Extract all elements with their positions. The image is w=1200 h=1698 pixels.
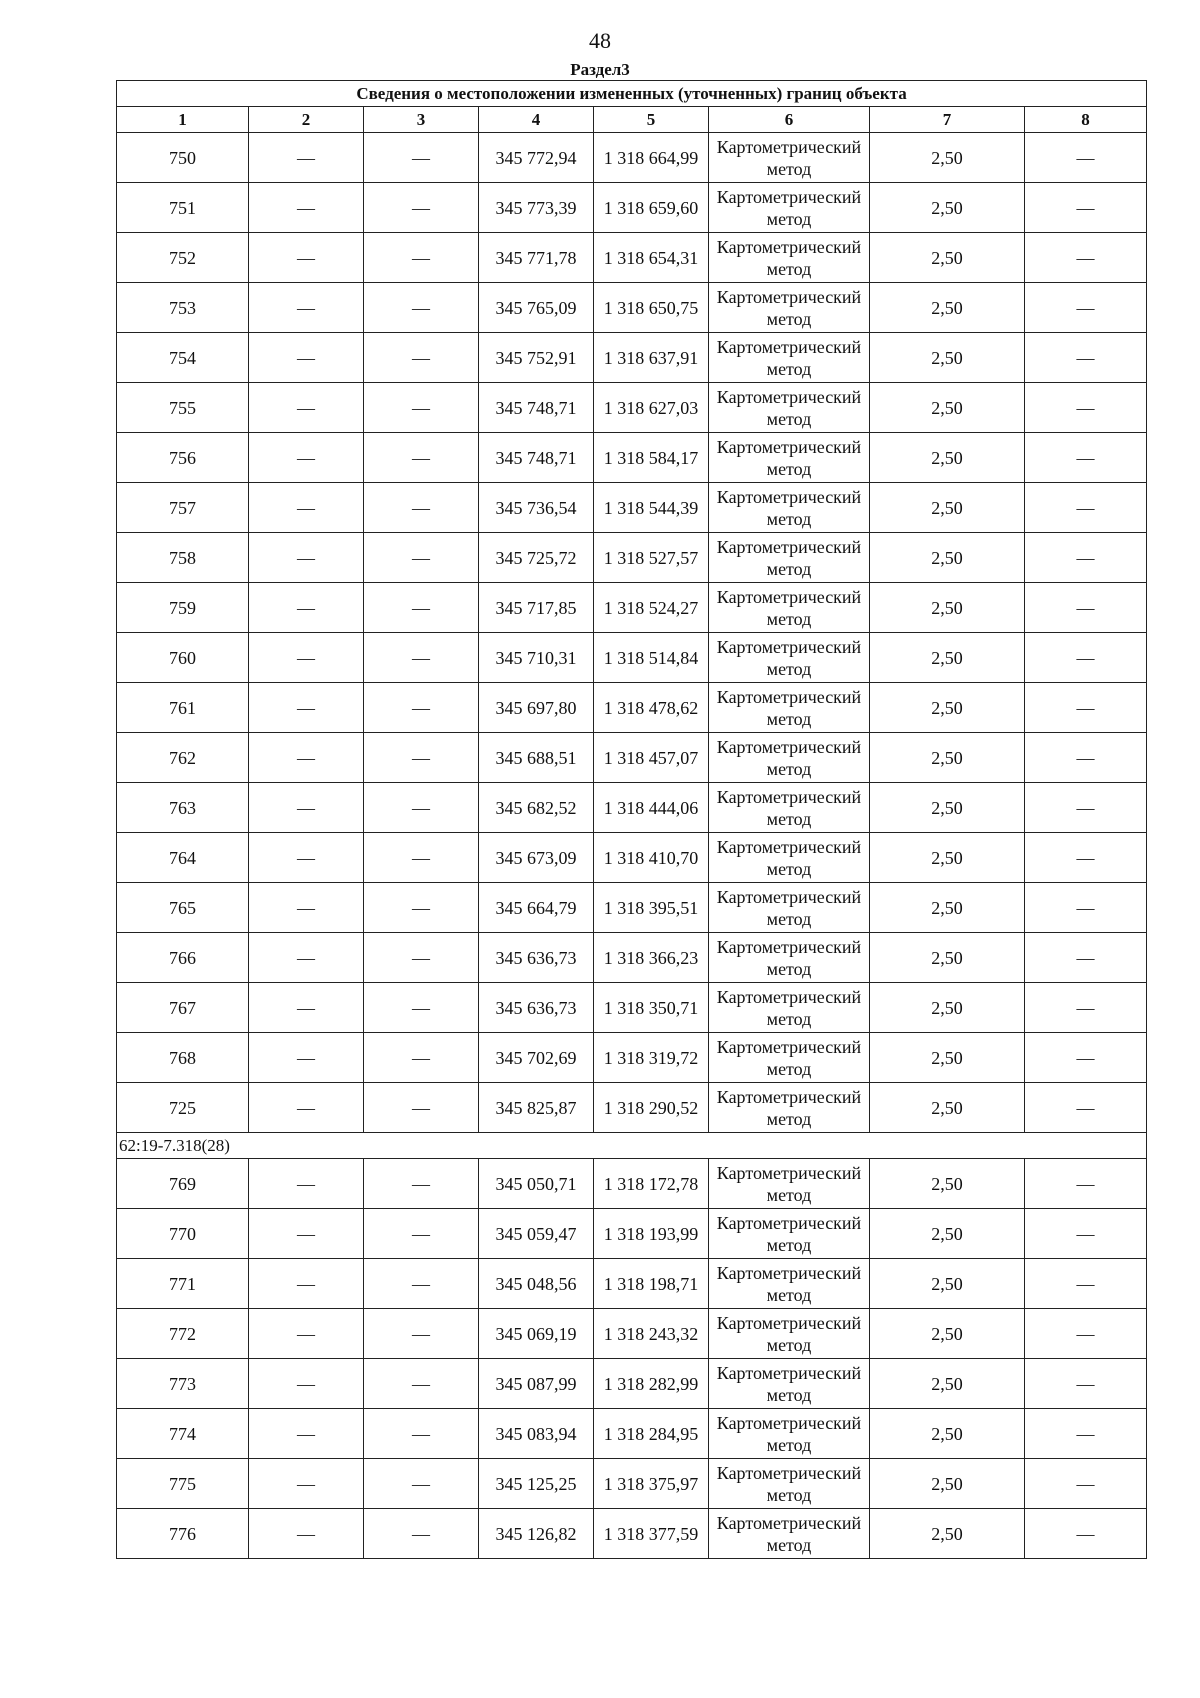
column-2-cell: —: [249, 283, 364, 333]
column-3-cell: —: [364, 1033, 479, 1083]
column-header: 3: [364, 107, 479, 133]
point-number-cell: 753: [117, 283, 249, 333]
column-2-cell: —: [249, 1159, 364, 1209]
column-2-cell: —: [249, 183, 364, 233]
table-caption: Сведения о местоположении измененных (уточненных) границ объекта: [117, 81, 1147, 107]
column-3-cell: —: [364, 883, 479, 933]
column-header: 1: [117, 107, 249, 133]
accuracy-cell: 2,50: [870, 1259, 1025, 1309]
table-row: [117, 333, 1147, 383]
column-3-cell: —: [364, 783, 479, 833]
table-row: [117, 233, 1147, 283]
x-coordinate-cell: 345 682,52: [479, 783, 594, 833]
table-row: [117, 583, 1147, 633]
table-row: [117, 1459, 1147, 1509]
x-coordinate-cell: 345 048,56: [479, 1259, 594, 1309]
accuracy-cell: 2,50: [870, 983, 1025, 1033]
point-number-cell: 770: [117, 1209, 249, 1259]
column-2-cell: —: [249, 633, 364, 683]
y-coordinate-cell: 1 318 478,62: [594, 683, 709, 733]
accuracy-cell: 2,50: [870, 683, 1025, 733]
x-coordinate-cell: 345 736,54: [479, 483, 594, 533]
point-number-cell: 762: [117, 733, 249, 783]
accuracy-cell: 2,50: [870, 1309, 1025, 1359]
y-coordinate-cell: 1 318 584,17: [594, 433, 709, 483]
x-coordinate-cell: 345 825,87: [479, 1083, 594, 1133]
method-cell: Картометрический метод: [709, 883, 870, 933]
x-coordinate-cell: 345 664,79: [479, 883, 594, 933]
x-coordinate-cell: 345 710,31: [479, 633, 594, 683]
column-8-cell: —: [1025, 1409, 1147, 1459]
table-row: [117, 1509, 1147, 1559]
column-8-cell: —: [1025, 983, 1147, 1033]
accuracy-cell: 2,50: [870, 1359, 1025, 1409]
accuracy-cell: 2,50: [870, 833, 1025, 883]
column-3-cell: —: [364, 1209, 479, 1259]
accuracy-cell: 2,50: [870, 283, 1025, 333]
group-row: [117, 1133, 1147, 1159]
method-cell: Картометрический метод: [709, 433, 870, 483]
method-cell: Картометрический метод: [709, 983, 870, 1033]
table-row: [117, 983, 1147, 1033]
y-coordinate-cell: 1 318 290,52: [594, 1083, 709, 1133]
method-cell: Картометрический метод: [709, 333, 870, 383]
point-number-cell: 775: [117, 1459, 249, 1509]
column-2-cell: —: [249, 833, 364, 883]
column-2-cell: —: [249, 1309, 364, 1359]
method-cell: Картометрический метод: [709, 1359, 870, 1409]
method-cell: Картометрический метод: [709, 483, 870, 533]
method-cell: Картометрический метод: [709, 933, 870, 983]
column-header: 6: [709, 107, 870, 133]
y-coordinate-cell: 1 318 198,71: [594, 1259, 709, 1309]
table-row: [117, 933, 1147, 983]
table-row: [117, 1359, 1147, 1409]
table-row: [117, 283, 1147, 333]
y-coordinate-cell: 1 318 243,32: [594, 1309, 709, 1359]
column-2-cell: —: [249, 733, 364, 783]
column-8-cell: —: [1025, 1033, 1147, 1083]
column-2-cell: —: [249, 1209, 364, 1259]
table-row: [117, 833, 1147, 883]
x-coordinate-cell: 345 748,71: [479, 433, 594, 483]
method-cell: Картометрический метод: [709, 583, 870, 633]
point-number-cell: 773: [117, 1359, 249, 1409]
y-coordinate-cell: 1 318 284,95: [594, 1409, 709, 1459]
column-3-cell: —: [364, 583, 479, 633]
section-title: Раздел3: [570, 60, 630, 79]
column-2-cell: —: [249, 233, 364, 283]
method-cell: Картометрический метод: [709, 683, 870, 733]
method-cell: Картометрический метод: [709, 233, 870, 283]
accuracy-cell: 2,50: [870, 633, 1025, 683]
column-header-row: [117, 107, 1147, 133]
x-coordinate-cell: 345 125,25: [479, 1459, 594, 1509]
column-8-cell: —: [1025, 783, 1147, 833]
accuracy-cell: 2,50: [870, 183, 1025, 233]
boundary-coordinates-table: [116, 80, 1147, 1559]
method-cell: Картометрический метод: [709, 1459, 870, 1509]
y-coordinate-cell: 1 318 654,31: [594, 233, 709, 283]
table-row: [117, 483, 1147, 533]
column-3-cell: —: [364, 133, 479, 183]
column-header: 4: [479, 107, 594, 133]
table-row: [117, 883, 1147, 933]
y-coordinate-cell: 1 318 172,78: [594, 1159, 709, 1209]
table-row: [117, 733, 1147, 783]
point-number-cell: 765: [117, 883, 249, 933]
point-number-cell: 725: [117, 1083, 249, 1133]
accuracy-cell: 2,50: [870, 133, 1025, 183]
column-2-cell: —: [249, 933, 364, 983]
column-3-cell: —: [364, 433, 479, 483]
y-coordinate-cell: 1 318 377,59: [594, 1509, 709, 1559]
method-cell: Картометрический метод: [709, 1033, 870, 1083]
column-8-cell: —: [1025, 1083, 1147, 1133]
column-3-cell: —: [364, 1409, 479, 1459]
column-8-cell: —: [1025, 683, 1147, 733]
x-coordinate-cell: 345 772,94: [479, 133, 594, 183]
column-3-cell: —: [364, 1309, 479, 1359]
table-row: [117, 133, 1147, 183]
column-3-cell: —: [364, 1509, 479, 1559]
table-row: [117, 533, 1147, 583]
column-3-cell: —: [364, 1259, 479, 1309]
accuracy-cell: 2,50: [870, 433, 1025, 483]
column-header: 8: [1025, 107, 1147, 133]
accuracy-cell: 2,50: [870, 1509, 1025, 1559]
x-coordinate-cell: 345 636,73: [479, 983, 594, 1033]
method-cell: Картометрический метод: [709, 1409, 870, 1459]
cadastral-group-label: 62:19-7.318(28): [117, 1133, 1147, 1159]
accuracy-cell: 2,50: [870, 383, 1025, 433]
method-cell: Картометрический метод: [709, 1159, 870, 1209]
y-coordinate-cell: 1 318 664,99: [594, 133, 709, 183]
y-coordinate-cell: 1 318 193,99: [594, 1209, 709, 1259]
point-number-cell: 766: [117, 933, 249, 983]
table-row: [117, 1309, 1147, 1359]
column-8-cell: —: [1025, 433, 1147, 483]
table-row: [117, 1033, 1147, 1083]
y-coordinate-cell: 1 318 650,75: [594, 283, 709, 333]
column-2-cell: —: [249, 883, 364, 933]
point-number-cell: 754: [117, 333, 249, 383]
column-8-cell: —: [1025, 383, 1147, 433]
accuracy-cell: 2,50: [870, 1083, 1025, 1133]
x-coordinate-cell: 345 126,82: [479, 1509, 594, 1559]
x-coordinate-cell: 345 083,94: [479, 1409, 594, 1459]
x-coordinate-cell: 345 636,73: [479, 933, 594, 983]
accuracy-cell: 2,50: [870, 533, 1025, 583]
point-number-cell: 763: [117, 783, 249, 833]
point-number-cell: 774: [117, 1409, 249, 1459]
point-number-cell: 757: [117, 483, 249, 533]
column-2-cell: —: [249, 1033, 364, 1083]
x-coordinate-cell: 345 748,71: [479, 383, 594, 433]
column-2-cell: —: [249, 533, 364, 583]
point-number-cell: 768: [117, 1033, 249, 1083]
column-2-cell: —: [249, 383, 364, 433]
accuracy-cell: 2,50: [870, 233, 1025, 283]
y-coordinate-cell: 1 318 375,97: [594, 1459, 709, 1509]
table-row: [117, 433, 1147, 483]
column-3-cell: —: [364, 683, 479, 733]
column-8-cell: —: [1025, 483, 1147, 533]
method-cell: Картометрический метод: [709, 833, 870, 883]
y-coordinate-cell: 1 318 366,23: [594, 933, 709, 983]
x-coordinate-cell: 345 702,69: [479, 1033, 594, 1083]
column-2-cell: —: [249, 1359, 364, 1409]
point-number-cell: 767: [117, 983, 249, 1033]
point-number-cell: 761: [117, 683, 249, 733]
point-number-cell: 755: [117, 383, 249, 433]
x-coordinate-cell: 345 059,47: [479, 1209, 594, 1259]
accuracy-cell: 2,50: [870, 783, 1025, 833]
column-8-cell: —: [1025, 633, 1147, 683]
point-number-cell: 750: [117, 133, 249, 183]
column-3-cell: —: [364, 533, 479, 583]
column-3-cell: —: [364, 333, 479, 383]
column-2-cell: —: [249, 483, 364, 533]
column-header: 5: [594, 107, 709, 133]
point-number-cell: 769: [117, 1159, 249, 1209]
column-8-cell: —: [1025, 1509, 1147, 1559]
x-coordinate-cell: 345 773,39: [479, 183, 594, 233]
y-coordinate-cell: 1 318 514,84: [594, 633, 709, 683]
column-3-cell: —: [364, 1159, 479, 1209]
column-3-cell: —: [364, 283, 479, 333]
accuracy-cell: 2,50: [870, 1409, 1025, 1459]
column-3-cell: —: [364, 933, 479, 983]
column-header: 7: [870, 107, 1025, 133]
y-coordinate-cell: 1 318 637,91: [594, 333, 709, 383]
column-8-cell: —: [1025, 133, 1147, 183]
table-row: [117, 633, 1147, 683]
point-number-cell: 772: [117, 1309, 249, 1359]
x-coordinate-cell: 345 771,78: [479, 233, 594, 283]
column-header: 2: [249, 107, 364, 133]
column-8-cell: —: [1025, 283, 1147, 333]
column-2-cell: —: [249, 1259, 364, 1309]
column-8-cell: —: [1025, 583, 1147, 633]
column-3-cell: —: [364, 383, 479, 433]
column-3-cell: —: [364, 1083, 479, 1133]
x-coordinate-cell: 345 697,80: [479, 683, 594, 733]
column-2-cell: —: [249, 983, 364, 1033]
x-coordinate-cell: 345 752,91: [479, 333, 594, 383]
y-coordinate-cell: 1 318 410,70: [594, 833, 709, 883]
method-cell: Картометрический метод: [709, 783, 870, 833]
column-8-cell: —: [1025, 1259, 1147, 1309]
column-8-cell: —: [1025, 1359, 1147, 1409]
table-row: [117, 1209, 1147, 1259]
method-cell: Картометрический метод: [709, 133, 870, 183]
table-row: [117, 683, 1147, 733]
method-cell: Картометрический метод: [709, 733, 870, 783]
column-2-cell: —: [249, 333, 364, 383]
x-coordinate-cell: 345 717,85: [479, 583, 594, 633]
point-number-cell: 758: [117, 533, 249, 583]
column-8-cell: —: [1025, 883, 1147, 933]
column-8-cell: —: [1025, 733, 1147, 783]
column-3-cell: —: [364, 633, 479, 683]
column-3-cell: —: [364, 833, 479, 883]
page-number: 48: [589, 28, 611, 53]
x-coordinate-cell: 345 673,09: [479, 833, 594, 883]
column-3-cell: —: [364, 733, 479, 783]
accuracy-cell: 2,50: [870, 1033, 1025, 1083]
y-coordinate-cell: 1 318 444,06: [594, 783, 709, 833]
column-2-cell: —: [249, 1409, 364, 1459]
method-cell: Картометрический метод: [709, 283, 870, 333]
table-row: [117, 1083, 1147, 1133]
column-8-cell: —: [1025, 1159, 1147, 1209]
y-coordinate-cell: 1 318 282,99: [594, 1359, 709, 1409]
point-number-cell: 752: [117, 233, 249, 283]
method-cell: Картометрический метод: [709, 183, 870, 233]
x-coordinate-cell: 345 688,51: [479, 733, 594, 783]
accuracy-cell: 2,50: [870, 483, 1025, 533]
accuracy-cell: 2,50: [870, 1209, 1025, 1259]
point-number-cell: 751: [117, 183, 249, 233]
method-cell: Картометрический метод: [709, 1309, 870, 1359]
column-2-cell: —: [249, 683, 364, 733]
column-8-cell: —: [1025, 233, 1147, 283]
accuracy-cell: 2,50: [870, 733, 1025, 783]
column-8-cell: —: [1025, 833, 1147, 883]
column-2-cell: —: [249, 583, 364, 633]
method-cell: Картометрический метод: [709, 533, 870, 583]
method-cell: Картометрический метод: [709, 1509, 870, 1559]
x-coordinate-cell: 345 087,99: [479, 1359, 594, 1409]
y-coordinate-cell: 1 318 457,07: [594, 733, 709, 783]
y-coordinate-cell: 1 318 627,03: [594, 383, 709, 433]
accuracy-cell: 2,50: [870, 333, 1025, 383]
point-number-cell: 776: [117, 1509, 249, 1559]
column-8-cell: —: [1025, 333, 1147, 383]
column-2-cell: —: [249, 1083, 364, 1133]
column-8-cell: —: [1025, 1459, 1147, 1509]
x-coordinate-cell: 345 725,72: [479, 533, 594, 583]
x-coordinate-cell: 345 765,09: [479, 283, 594, 333]
table-caption-row: [117, 81, 1147, 107]
y-coordinate-cell: 1 318 524,27: [594, 583, 709, 633]
table-row: [117, 1259, 1147, 1309]
method-cell: Картометрический метод: [709, 1209, 870, 1259]
column-8-cell: —: [1025, 1209, 1147, 1259]
table-row: [117, 183, 1147, 233]
method-cell: Картометрический метод: [709, 383, 870, 433]
column-8-cell: —: [1025, 1309, 1147, 1359]
y-coordinate-cell: 1 318 350,71: [594, 983, 709, 1033]
accuracy-cell: 2,50: [870, 933, 1025, 983]
column-3-cell: —: [364, 1459, 479, 1509]
column-3-cell: —: [364, 1359, 479, 1409]
method-cell: Картометрический метод: [709, 1259, 870, 1309]
point-number-cell: 759: [117, 583, 249, 633]
column-3-cell: —: [364, 233, 479, 283]
table-row: [117, 383, 1147, 433]
y-coordinate-cell: 1 318 659,60: [594, 183, 709, 233]
table-row: [117, 1159, 1147, 1209]
point-number-cell: 760: [117, 633, 249, 683]
column-2-cell: —: [249, 433, 364, 483]
column-8-cell: —: [1025, 533, 1147, 583]
column-2-cell: —: [249, 1509, 364, 1559]
point-number-cell: 771: [117, 1259, 249, 1309]
table-row: [117, 783, 1147, 833]
column-3-cell: —: [364, 983, 479, 1033]
y-coordinate-cell: 1 318 319,72: [594, 1033, 709, 1083]
accuracy-cell: 2,50: [870, 583, 1025, 633]
accuracy-cell: 2,50: [870, 1459, 1025, 1509]
column-3-cell: —: [364, 183, 479, 233]
point-number-cell: 764: [117, 833, 249, 883]
column-2-cell: —: [249, 1459, 364, 1509]
method-cell: Картометрический метод: [709, 1083, 870, 1133]
column-8-cell: —: [1025, 933, 1147, 983]
y-coordinate-cell: 1 318 527,57: [594, 533, 709, 583]
column-2-cell: —: [249, 783, 364, 833]
method-cell: Картометрический метод: [709, 633, 870, 683]
y-coordinate-cell: 1 318 395,51: [594, 883, 709, 933]
table-row: [117, 1409, 1147, 1459]
column-3-cell: —: [364, 483, 479, 533]
x-coordinate-cell: 345 069,19: [479, 1309, 594, 1359]
point-number-cell: 756: [117, 433, 249, 483]
column-2-cell: —: [249, 133, 364, 183]
accuracy-cell: 2,50: [870, 1159, 1025, 1209]
accuracy-cell: 2,50: [870, 883, 1025, 933]
x-coordinate-cell: 345 050,71: [479, 1159, 594, 1209]
y-coordinate-cell: 1 318 544,39: [594, 483, 709, 533]
column-8-cell: —: [1025, 183, 1147, 233]
